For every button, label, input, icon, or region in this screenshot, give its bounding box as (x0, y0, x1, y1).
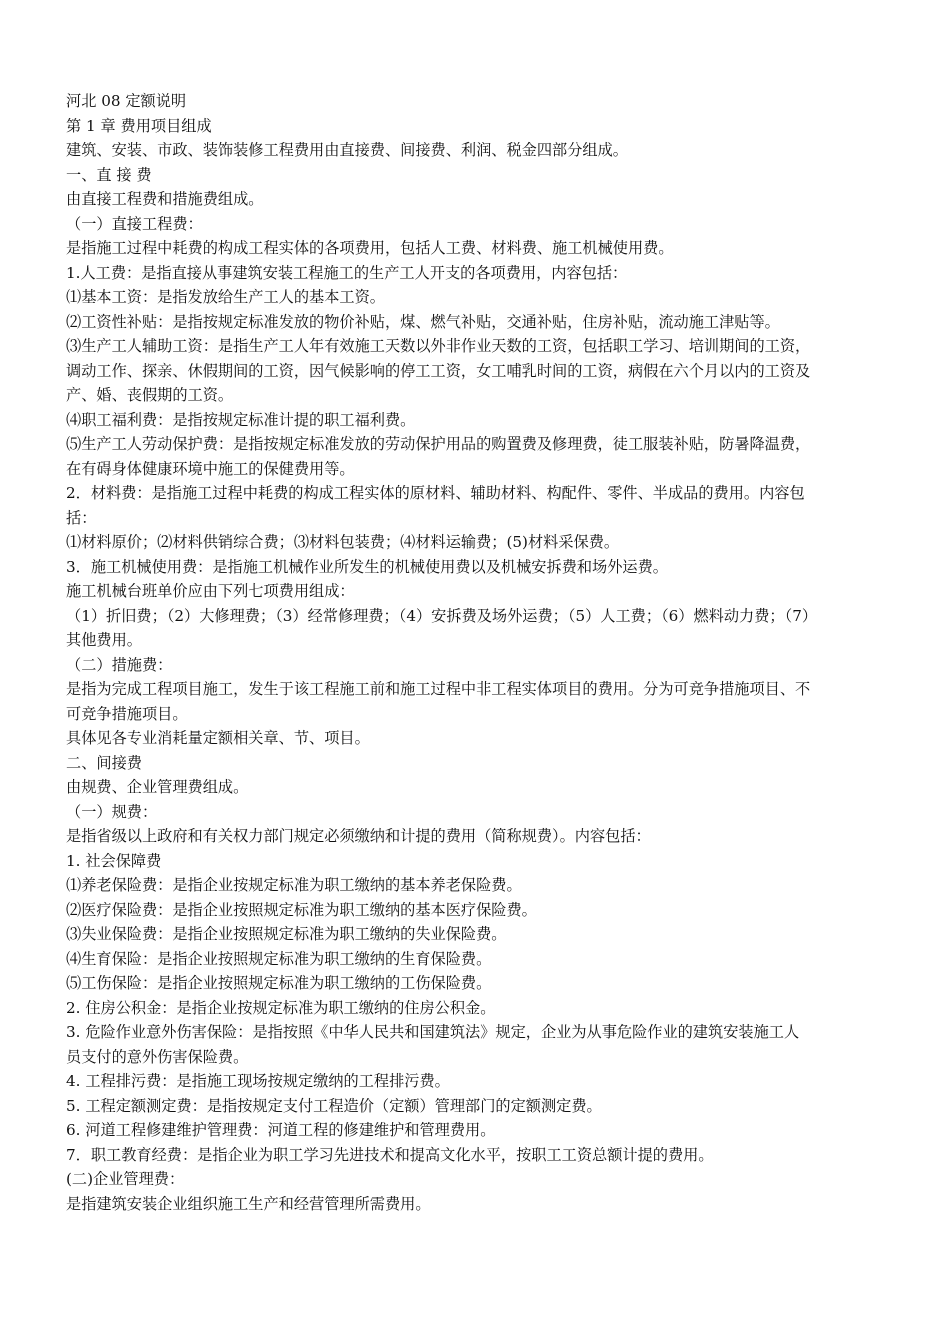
paragraph: 是指施工过程中耗费的构成工程实体的各项费用，包括人工费、材料费、施工机械使用费。 (66, 239, 674, 257)
list-item: 1. 社会保障费 (66, 851, 162, 870)
list-item: ⑸生产工人劳动保护费：是指按规定标准发放的劳动保护用品的购置费及修理费，徒工服装补贴，防暑降温费， (66, 435, 811, 453)
list-item: 2．材料费：是指施工过程中耗费的构成工程实体的原材料、辅助材料、构配件、零件、半成品的费用。内容包 (66, 484, 805, 502)
subsection-heading: （一）直接工程费： (66, 214, 203, 233)
paragraph: 是指建筑安装企业组织施工生产和经营管理所需费用。 (66, 1194, 431, 1213)
list-item: 4. 工程排污费：是指施工现场按规定缴纳的工程排污费。 (66, 1072, 450, 1090)
paragraph: 由规费、企业管理费组成。 (66, 778, 249, 796)
list-item: ⑷生育保险：是指企业按照规定标准为职工缴纳的生育保险费。 (66, 949, 492, 968)
list-item: 3. 危险作业意外伤害保险：是指按照《中华人民共和国建筑法》规定，企业为从事危险作业的建筑安装施工人 (66, 1023, 800, 1041)
list-item: ⑵工资性补贴：是指按规定标准发放的物价补贴，煤、燃气补贴，交通补贴，住房补贴，流动施工津贴等。 (66, 312, 780, 331)
paragraph: 具体见各专业消耗量定额相关章、节、项目。 (66, 729, 370, 747)
list-item: ⑶生产工人辅助工资：是指生产工人年有效施工天数以外非作业天数的工资，包括职工学习、培训期间的工资， (66, 337, 811, 355)
list-item: ⑵医疗保险费：是指企业按照规定标准为职工缴纳的基本医疗保险费。 (66, 900, 537, 919)
subsection-heading: （二）措施费： (66, 655, 173, 674)
list-item: （1）折旧费；（2）大修理费；（3）经常修理费；（4）安拆费及场外运费；（5）人工费；（6）燃料动力费；（7） (66, 606, 818, 625)
list-item: ⑷职工福利费：是指按规定标准计提的职工福利费。 (66, 410, 416, 429)
paragraph: 是指为完成工程项目施工，发生于该工程施工前和施工过程中非工程实体项目的费用。分为可竞争措施项目、不 (66, 680, 811, 698)
doc-title: 河北 08 定额说明 (66, 92, 187, 110)
subsection-heading: （一）规费： (66, 802, 158, 821)
list-item-continued: 调动工作、探亲、休假期间的工资，因气候影响的停工工资，女工哺乳时间的工资，病假在六个月以内的工资及 (66, 361, 811, 380)
paragraph: 施工机械台班单价应由下列七项费用组成： (66, 582, 355, 600)
document-page (66, 89, 888, 1216)
list-item: 7．职工教育经费：是指企业为职工学习先进技术和提高文化水平，按职工工资总额计提的费用。 (66, 1145, 714, 1164)
list-item: ⑴养老保险费：是指企业按规定标准为职工缴纳的基本养老保险费。 (66, 876, 522, 894)
list-item: 1.人工费：是指直接从事建筑安装工程施工的生产工人开支的各项费用，内容包括： (66, 263, 628, 282)
list-item: 3．施工机械使用费：是指施工机械作业所发生的机械使用费以及机械安拆费和场外运费。 (66, 557, 668, 576)
list-item: 2. 住房公积金：是指企业按规定标准为职工缴纳的住房公积金。 (66, 998, 496, 1017)
paragraph-continued: 可竞争措施项目。 (66, 704, 188, 723)
list-item-continued: 括： (66, 508, 97, 527)
list-item-continued: 其他费用。 (66, 631, 142, 649)
section-heading: 一、直 接 费 (66, 165, 152, 184)
list-item-continued: 员支付的意外伤害保险费。 (66, 1047, 249, 1066)
paragraph: 建筑、安装、市政、装饰装修工程费用由直接费、间接费、利润、税金四部分组成。 (66, 141, 628, 159)
subsection-heading: (二)企业管理费： (66, 1170, 185, 1188)
list-item: ⑸工伤保险：是指企业按照规定标准为职工缴纳的工伤保险费。 (66, 974, 492, 992)
list-item-continued: 在有碍身体健康环境中施工的保健费用等。 (66, 459, 355, 478)
list-item: ⑶失业保险费：是指企业按照规定标准为职工缴纳的失业保险费。 (66, 925, 507, 943)
list-item: ⑴基本工资：是指发放给生产工人的基本工资。 (66, 288, 385, 306)
list-item: 6. 河道工程修建维护管理费：河道工程的修建维护和管理费用。 (66, 1121, 496, 1139)
paragraph: 是指省级以上政府和有关权力部门规定必须缴纳和计提的费用（简称规费）。内容包括： (66, 827, 651, 845)
list-item: ⑴材料原价；⑵材料供销综合费；⑶材料包装费；⑷材料运输费；(5)材料采保费。 (66, 533, 620, 551)
list-item: 5. 工程定额测定费：是指按规定支付工程造价（定额）管理部门的定额测定费。 (66, 1096, 602, 1115)
paragraph: 由直接工程费和措施费组成。 (66, 190, 264, 208)
chapter-heading: 第 1 章 费用项目组成 (66, 116, 212, 135)
section-heading: 二、间接费 (66, 753, 142, 772)
list-item-continued: 产、婚、丧假期的工资。 (66, 386, 234, 404)
